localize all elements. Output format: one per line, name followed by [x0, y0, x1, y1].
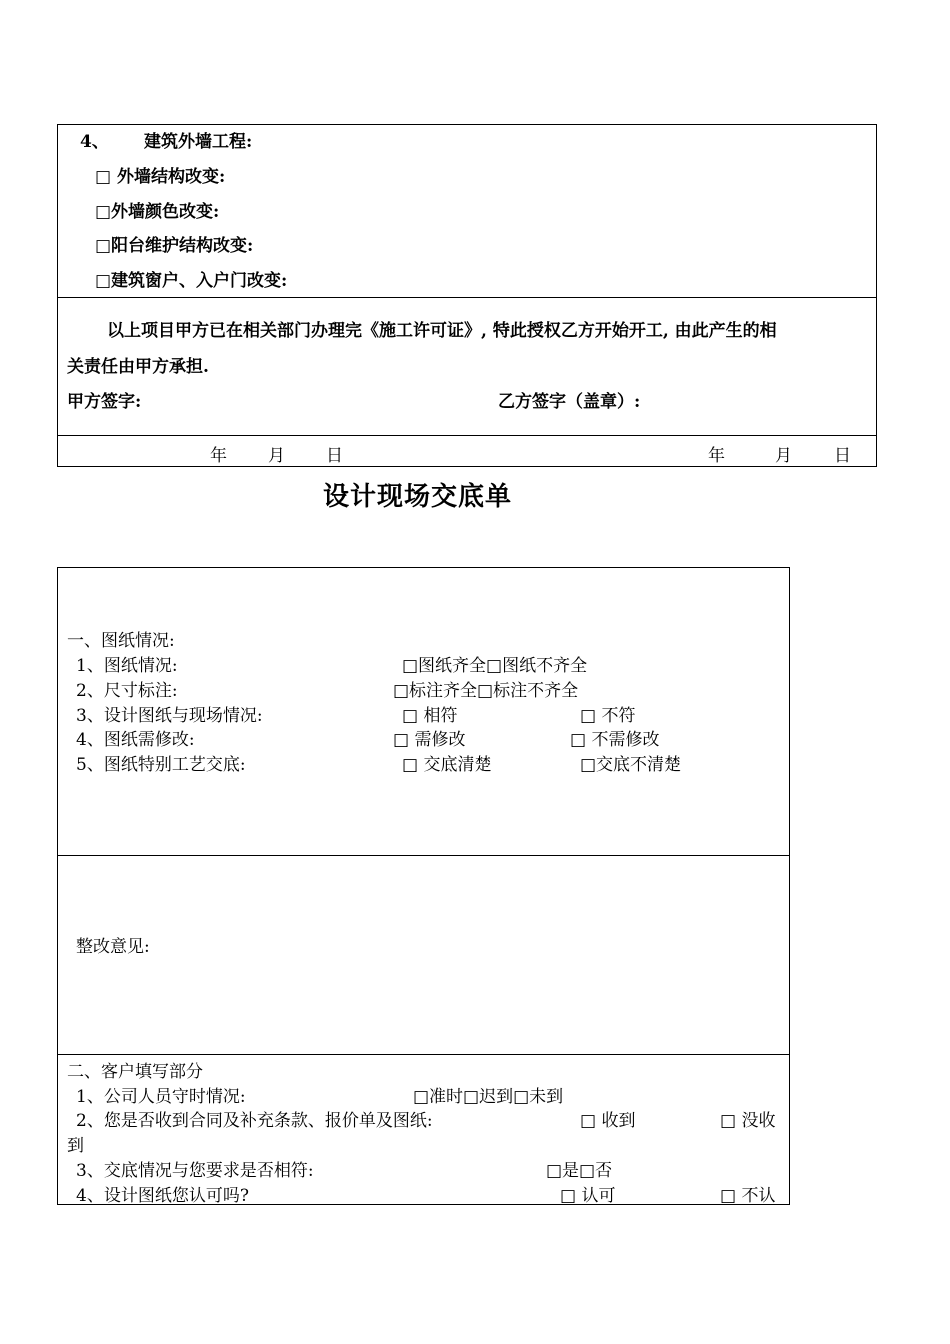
- drawing-status-label: 1、图纸情况:: [76, 656, 178, 676]
- punctuality-label: 1、公司人员守时情况:: [76, 1087, 246, 1107]
- section4-title: 建筑外墙工程:: [144, 132, 253, 152]
- design-approval-option-no[interactable]: □ 不认: [720, 1186, 776, 1206]
- checkbox-balcony-structure[interactable]: □阳台维护结构改变:: [95, 236, 254, 256]
- section1-heading: 一、图纸情况:: [67, 631, 175, 651]
- checkbox-window-door[interactable]: □建筑窗户、入户门改变:: [95, 271, 288, 291]
- design-approval-label: 4、设计图纸您认可吗?: [76, 1186, 249, 1206]
- section4-number: 4、: [80, 132, 109, 152]
- dimension-label: 2、尺寸标注:: [76, 681, 178, 701]
- date-left-day: 日: [326, 446, 343, 466]
- documents-option-continuation: 到: [67, 1136, 84, 1156]
- upper-divider-1: [57, 297, 877, 298]
- design-approval-option-yes[interactable]: □ 认可: [560, 1186, 616, 1206]
- date-right-month: 月: [775, 446, 792, 466]
- page-title: 设计现场交底单: [323, 482, 513, 512]
- documents-option-received[interactable]: □ 收到: [580, 1111, 636, 1131]
- date-left-year: 年: [210, 446, 227, 466]
- revision-option-no[interactable]: □ 不需修改: [570, 730, 660, 750]
- checkbox-wall-color[interactable]: □外墙颜色改变:: [95, 202, 220, 222]
- checkbox-wall-structure[interactable]: □ 外墙结构改变:: [95, 167, 226, 187]
- date-right-day: 日: [834, 446, 851, 466]
- site-match-label: 3、设计图纸与现场情况:: [76, 706, 263, 726]
- lower-divider-1: [57, 855, 790, 856]
- site-match-option-no[interactable]: □ 不符: [580, 706, 636, 726]
- authorization-statement-line1: 以上项目甲方已在相关部门办理完《施工许可证》, 特此授权乙方开始开工, 由此产生的相: [107, 321, 777, 341]
- special-process-option-unclear[interactable]: □交底不清楚: [580, 755, 682, 775]
- authorization-statement-line2: 关责任由甲方承担.: [67, 357, 209, 377]
- rectification-label: 整改意见:: [76, 937, 150, 957]
- date-right-year: 年: [708, 446, 725, 466]
- section2-heading: 二、客户填写部分: [67, 1062, 203, 1082]
- requirement-match-options[interactable]: □是□否: [546, 1161, 613, 1181]
- party-a-signature-label: 甲方签字:: [67, 392, 142, 412]
- requirement-match-label: 3、交底情况与您要求是否相符:: [76, 1161, 314, 1181]
- date-left-month: 月: [268, 446, 285, 466]
- party-b-signature-label: 乙方签字（盖章）:: [498, 392, 641, 412]
- documents-received-label: 2、您是否收到合同及补充条款、报价单及图纸:: [76, 1111, 433, 1131]
- dimension-options[interactable]: □标注齐全□标注不齐全: [393, 681, 579, 701]
- revision-option-yes[interactable]: □ 需修改: [393, 730, 466, 750]
- drawing-status-options[interactable]: □图纸齐全□图纸不齐全: [402, 656, 588, 676]
- special-process-label: 5、图纸特别工艺交底:: [76, 755, 246, 775]
- punctuality-options[interactable]: □准时□迟到□未到: [413, 1087, 564, 1107]
- documents-option-not-received[interactable]: □ 没收: [720, 1111, 776, 1131]
- special-process-option-clear[interactable]: □ 交底清楚: [402, 755, 492, 775]
- revision-needed-label: 4、图纸需修改:: [76, 730, 195, 750]
- lower-divider-2: [57, 1054, 790, 1055]
- upper-divider-2: [57, 435, 877, 436]
- site-match-option-yes[interactable]: □ 相符: [402, 706, 458, 726]
